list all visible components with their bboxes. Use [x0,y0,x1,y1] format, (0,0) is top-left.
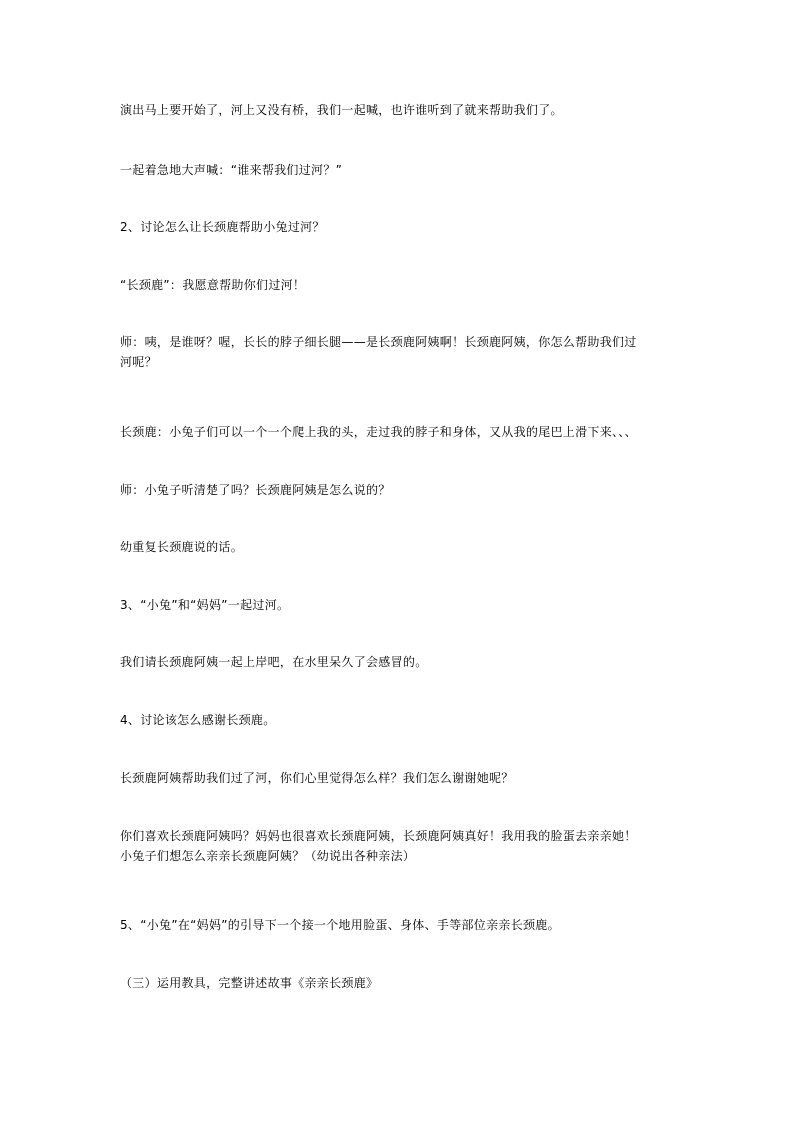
paragraph-kiss-giraffe-line-2: 小兔子们想怎么亲亲长颈鹿阿姨？（幼说出各种亲法） [120,849,416,863]
paragraph-step-3-heading: 3、“小兔”和“妈妈”一起过河。 [120,598,290,612]
paragraph-shout-together: 一起着急地大声喊：“谁来帮我们过河？” [120,163,343,177]
paragraph-kiss-giraffe-line-1: 你们喜欢长颈鹿阿姨吗？妈妈也很喜欢长颈鹿阿姨，长颈鹿阿姨真好！我用我的脸蛋去亲亲她！ [120,829,637,843]
paragraph-performance-start: 演出马上要开始了，河上又没有桥，我们一起喊，也许谁听到了就来帮助我们了。 [120,103,563,117]
paragraph-invite-ashore: 我们请长颈鹿阿姨一起上岸吧，在水里呆久了会感冒的。 [120,655,428,669]
paragraph-kiss-giraffe [120,826,680,866]
paragraph-step-2-heading: 2、讨论怎么让长颈鹿帮助小兔过河？ [120,220,325,234]
paragraph-teacher-question-line-2: 河呢？ [120,355,157,369]
paragraph-step-4-heading: 4、讨论该怎么感谢长颈鹿。 [120,713,276,727]
paragraph-giraffe-offer: “长颈鹿”：我愿意帮助你们过河！ [120,278,306,292]
paragraph-teacher-question-line-1: 师：咦，是谁呀？喔，长长的脖子细长腿——是长颈鹿阿姨啊！长颈鹿阿姨，你怎么帮助我们过 [120,335,637,349]
paragraph-giraffe-answer: 长颈鹿：小兔子们可以一个一个爬上我的头，走过我的脖子和身体，又从我的尾巴上滑下来、、、 [120,425,637,439]
paragraph-teacher-question [120,332,680,372]
paragraph-section-3-heading: （三）运用教具，完整讲述故事《亲亲长颈鹿》 [120,976,379,990]
paragraph-step-5-heading: 5、“小兔”在“妈妈”的引导下一个接一个地用脸蛋、身体、手等部位亲亲长颈鹿。 [120,918,560,932]
paragraph-teacher-check: 师：小兔子听清楚了吗？长颈鹿阿姨是怎么说的？ [120,483,391,497]
paragraph-children-repeat: 幼重复长颈鹿说的话。 [120,540,244,554]
paragraph-feelings-question: 长颈鹿阿姨帮助我们过了河，你们心里觉得怎么样？我们怎么谢谢她呢？ [120,771,514,785]
